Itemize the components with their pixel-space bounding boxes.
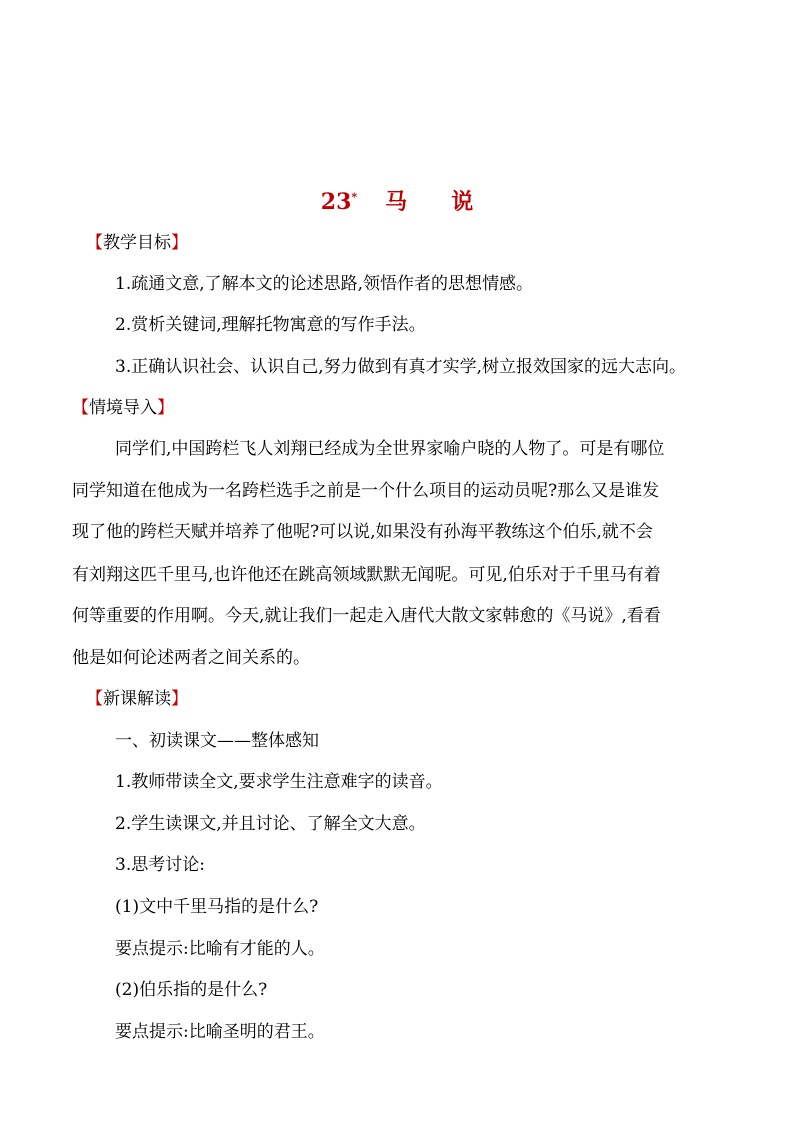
section-heading-new-lesson: 【新课解读】 (86, 689, 188, 709)
lesson-line: 一、初读课文——整体感知 (115, 731, 319, 751)
intro-paragraph-line: 有刘翔这匹千里马,也许他还在跳高领域默默无闻呢。可见,伯乐对于千里马有着 (72, 565, 661, 585)
lesson-line: (1)文中千里马指的是什么? (115, 897, 319, 917)
section-heading-intro: 【情境导入】 (72, 398, 174, 418)
intro-paragraph-line: 同学知道在他成为一名跨栏选手之前是一个什么项目的运动员呢?那么又是谁发 (72, 481, 660, 501)
lesson-line: 要点提示:比喻圣明的君王。 (115, 1022, 325, 1042)
lesson-line: (2)伯乐指的是什么? (115, 980, 268, 1000)
title-char-2: 说 (451, 189, 474, 215)
lesson-line: 3.思考讨论: (115, 855, 205, 875)
section-label-goals: 教学目标 (103, 233, 171, 253)
lesson-line: 要点提示:比喻有才能的人。 (115, 939, 325, 959)
section-label-new-lesson: 新课解读 (103, 689, 171, 709)
goal-item: 2.赏析关键词,理解托物寓意的写作手法。 (115, 315, 426, 335)
page-title (0, 185, 794, 216)
title-number: 23* (320, 189, 358, 215)
intro-paragraph-line: 现了他的跨栏天赋并培养了他呢?可以说,如果没有孙海平教练这个伯乐,就不会 (72, 522, 653, 542)
intro-paragraph-line: 他是如何论述两者之间关系的。 (72, 648, 310, 668)
goal-item: 3.正确认识社会、认识自己,努力做到有真才实学,树立报效国家的远大志向。 (115, 357, 687, 377)
intro-paragraph-line: 何等重要的作用啊。今天,就让我们一起走入唐代大散文家韩愈的《马说》,看看 (72, 606, 661, 626)
section-label-intro: 情境导入 (89, 398, 157, 418)
lesson-line: 2.学生读课文,并且讨论、了解全文大意。 (115, 814, 426, 834)
lesson-line: 1.教师带读全文,要求学生注意难字的读音。 (115, 772, 443, 792)
title-asterisk: * (351, 190, 358, 204)
goal-item: 1.疏通文意,了解本文的论述思路,领悟作者的思想情感。 (115, 274, 534, 294)
title-char-1: 马 (385, 189, 408, 215)
intro-paragraph-line: 同学们,中国跨栏飞人刘翔已经成为全世界家喻户晓的人物了。可是有哪位 (115, 439, 665, 459)
section-heading-goals: 【教学目标】 (86, 233, 188, 253)
